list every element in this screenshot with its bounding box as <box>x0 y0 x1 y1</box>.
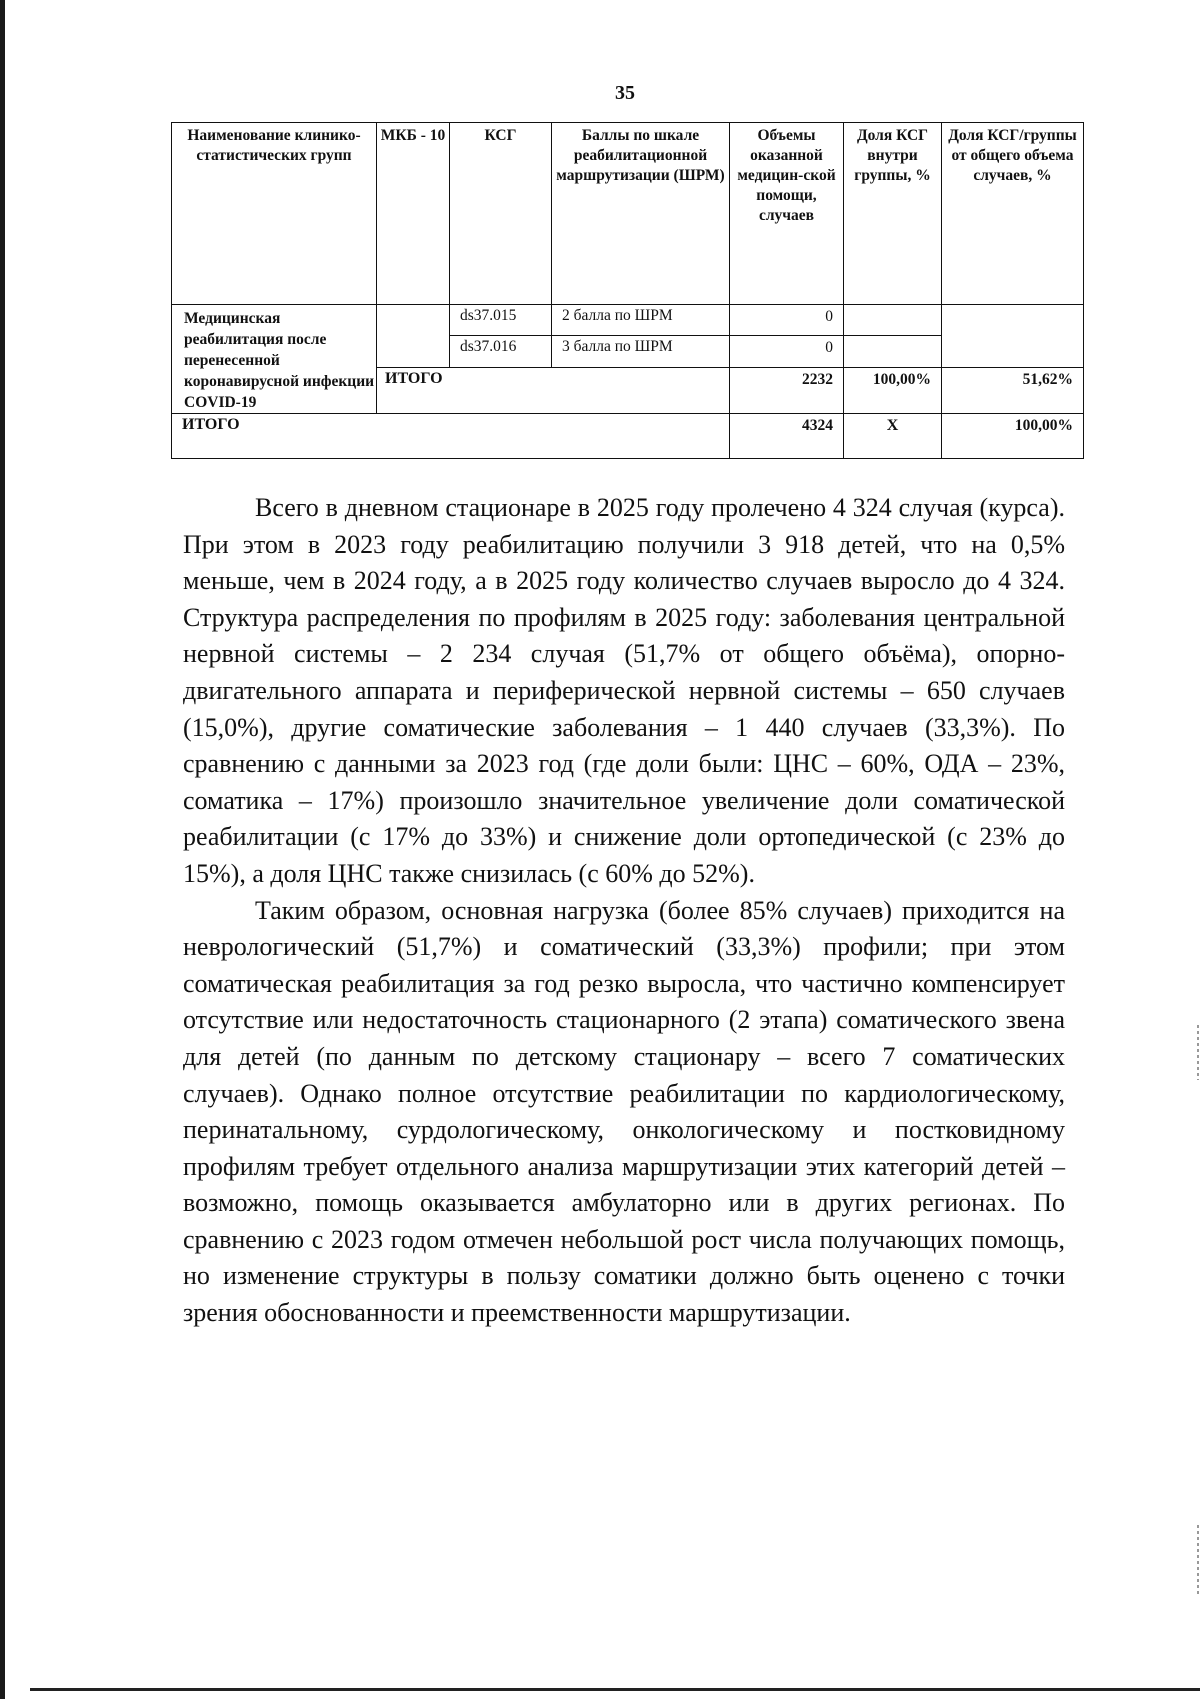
volume-cell: 0 <box>730 305 844 336</box>
body-text <box>183 490 1065 1332</box>
header-volume: Объемы оказанной медицин-ской помощи, случаев <box>730 123 844 305</box>
mkb-cell <box>377 305 450 368</box>
scan-mark <box>1197 1525 1199 1595</box>
ksg-table <box>171 122 1084 459</box>
scan-left-edge <box>0 0 5 1699</box>
total-label: ИТОГО <box>172 414 730 459</box>
share-in-group-cell <box>844 336 942 367</box>
header-share-in-group: Доля КСГ внутри группы, % <box>844 123 942 305</box>
subtotal-volume: 2232 <box>730 367 844 413</box>
paragraph: Всего в дневном стационаре в 2025 году пролечено 4 324 случая (курса). При этом в 2023 году реабилитацию получили 3 918 детей, что на 0,5% меньше, чем в 2024 году, а в 2025 году количество случаев выросло до 4 324. Структура распределения по профилям в 2025 году: заболевания центральной нервной системы – 2 234 случая (51,7% от общего объёма), опорно-двигательного аппарата и периферической нервной системы – 650 случаев (15,0%), другие соматические заболевания – 1 440 случаев (33,3%). По сравнению с данными за 2023 год (где доли были: ЦНС – 60%, ОДА – 23%, соматика – 17%) произошло значительное увеличение доли соматической реабилитации (с 17% до 33%) и снижение доли ортопедической (с 23% до 15%), а доля ЦНС также снизилась (с 60% до 52%). <box>183 493 1065 888</box>
header-group-name: Наименование клинико-статистических групп <box>172 123 377 305</box>
scan-mark <box>1197 1025 1199 1080</box>
subtotal-share-in-group: 100,00% <box>844 367 942 413</box>
total-row <box>172 414 1084 459</box>
scan-bottom-edge <box>30 1688 1200 1691</box>
subtotal-label: ИТОГО <box>377 367 730 413</box>
ksg-code-cell: ds37.016 <box>450 336 552 367</box>
share-total-cell <box>942 305 1084 368</box>
shrm-score-cell: 3 балла по ШРМ <box>552 336 730 367</box>
volume-cell: 0 <box>730 336 844 367</box>
paragraph: Таким образом, основная нагрузка (более 85% случаев) приходится на неврологический (51,7%) и соматический (33,3%) профили; при этом соматическая реабилитация за год резко выросла, что частично компенсирует отсутствие или недостаточность стационарного (2 этапа) соматического звена для детей (по данным по детскому стационару – всего 7 соматических случаев). Однако полное отсутствие реабилитации по кардиологическому, перинатальному, сурдологическому, онкологическому и постковидному профилям требует отдельного анализа маршрутизации этих категорий детей – возможно, помощь оказывается амбулаторно или в других регионах. По сравнению с 2023 годом отмечен небольшой рост числа получающих помощь, но изменение структуры в пользу соматики должно быть оценено с точки зрения обоснованности и преемственности маршрутизации. <box>183 895 1065 1328</box>
table-header-row <box>172 123 1084 305</box>
header-ksg: КСГ <box>450 123 552 305</box>
shrm-score-cell: 2 балла по ШРМ <box>552 305 730 336</box>
total-share-total: 100,00% <box>942 414 1084 459</box>
subtotal-share-total: 51,62% <box>942 367 1084 413</box>
total-share-in-group: Х <box>844 414 942 459</box>
page-number: 35 <box>615 82 635 104</box>
share-in-group-cell <box>844 305 942 336</box>
total-volume: 4324 <box>730 414 844 459</box>
header-shrm: Баллы по шкале реабилитационной маршрутизации (ШРМ) <box>552 123 730 305</box>
header-share-total: Доля КСГ/группы от общего объема случаев, % <box>942 123 1084 305</box>
table-row <box>172 305 1084 336</box>
group-name-cell: Медицинская реабилитация после перенесенной коронавирусной инфекции COVID-19 <box>172 305 377 414</box>
header-mkb: МКБ - 10 <box>377 123 450 305</box>
ksg-code-cell: ds37.015 <box>450 305 552 336</box>
